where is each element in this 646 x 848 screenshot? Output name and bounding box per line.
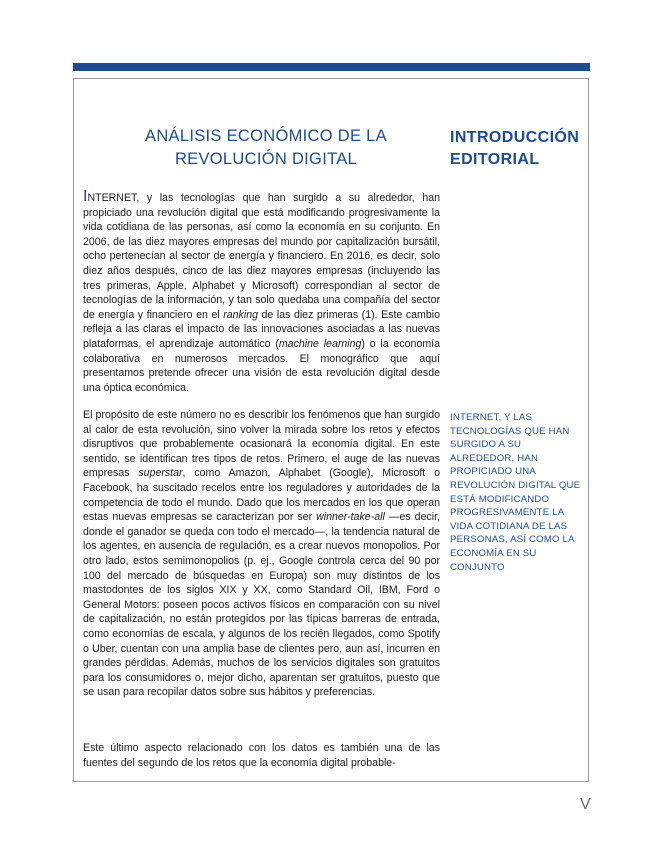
italic-term: winner-take-all bbox=[316, 511, 385, 524]
section-label: INTRODUCCIÓN EDITORIAL bbox=[450, 129, 580, 168]
page-number: V bbox=[580, 796, 591, 813]
body-paragraph-1 bbox=[83, 188, 440, 395]
text-run: El propósito de este número no es describir los fenómenos que han surgido al calor de esta revolución, sino volver la mirada sobre los retos y efectos disruptivos que probablemente ocasionará la economía digital. En este sentido, se identifican tres tipos de retos. Primero, el auge de las nuevas empresas bbox=[83, 409, 440, 480]
text-run: Este último aspecto relacionado con los datos es también una de las fuentes del segundo de los retos que la economía digital probable- bbox=[83, 742, 440, 769]
text-run: ) o la economía colaborativa en numerosos mercados. El monográfico que aquí presentamos pretende ofrecer una visión de esta revolución digital desde una óptica económica. bbox=[83, 337, 440, 394]
header-rule bbox=[73, 63, 590, 71]
lead-word: NTERNET bbox=[87, 192, 137, 204]
text-run: —es decir, donde el ganador se queda con todo el mercado—, la tendencia natural de los agentes, en ausencia de regulación, es a crear nuevos monopolios. Por otro lado, estos semimonopolios (p. ej., Google controla cerca del 90 por 100 del mercado de búsquedas en Europa) son muy distintos de los mastodontes de los siglos XIX y XX, como Standard Oil, IBM, Ford o General Motors: poseen pocos activos físicos en comparación con su nivel de capitalización, no están protegidos por las típicas barreras de entrada, como economías de escala, y algunos de los recién llegados, como Spotify o Uber, cuentan con una amplia base de clientes pero, aun así, incurren en grandes pérdidas. Además, muchos de los servicios digitales son gratuitos para los consumidores o, mejor dicho, aparentan ser gratuitos, puesto que se usan para recopilar datos sobre sus hábitos y preferencias. bbox=[83, 511, 440, 699]
body-paragraph-3 bbox=[83, 741, 440, 770]
pull-quote: INTERNET, Y LAS TECNOLOGÍAS QUE HAN SURGIDO A SU ALREDEDOR, HAN PROPICIADO UNA REVOLUCIÓN DIGITAL QUE ESTÁ MODIFICANDO PROGRESIVAMENTE LA VIDA COTIDIANA DE LAS PERSONAS, ASÍ COMO LA ECONOMÍA EN SU CONJUNTO bbox=[450, 412, 581, 573]
article-title: ANÁLISIS ECONÓMICO DE LA REVOLUCIÓN DIGITAL bbox=[145, 127, 387, 168]
text-run: , como Amazon, Alphabet (Google), Microsoft o Facebook, ha suscitado recelos entre los reguladores y autoridades de la competencia de todo el mundo. Dado que los mercados en los que operan estas nuevas empresas se caracterizan por ser bbox=[83, 467, 440, 524]
italic-term: ranking bbox=[223, 308, 258, 321]
text-run: de las diez primeras (1). Este cambio refleja a las claras el impacto de las innovaciones asociadas a las nuevas plataformas, el aprendizaje automático ( bbox=[83, 308, 440, 350]
text-run: , y las tecnologías que han surgido a su alrededor, han propiciado una revolución digital que está modificando progresivamente la vida cotidiana de las personas, así como la economía en su conjunto. En 2006, de las diez mayores empresas del mundo por capitalización bursátil, ocho pertenecían al sector de energía y financiero. En 2016, es decir, solo diez años después, cinco de las diez mayores empresas (incluyendo las tres primeras, Apple, Alphabet y Microsoft) correspondían al sector de tecnologías de la información, y tan solo quedaba una compañía del sector de energía y financiero en el bbox=[83, 192, 440, 321]
drop-cap: I bbox=[83, 188, 88, 205]
body-paragraph-2 bbox=[83, 408, 440, 700]
italic-term: machine learning bbox=[278, 337, 362, 350]
italic-term: superstar bbox=[138, 467, 183, 480]
